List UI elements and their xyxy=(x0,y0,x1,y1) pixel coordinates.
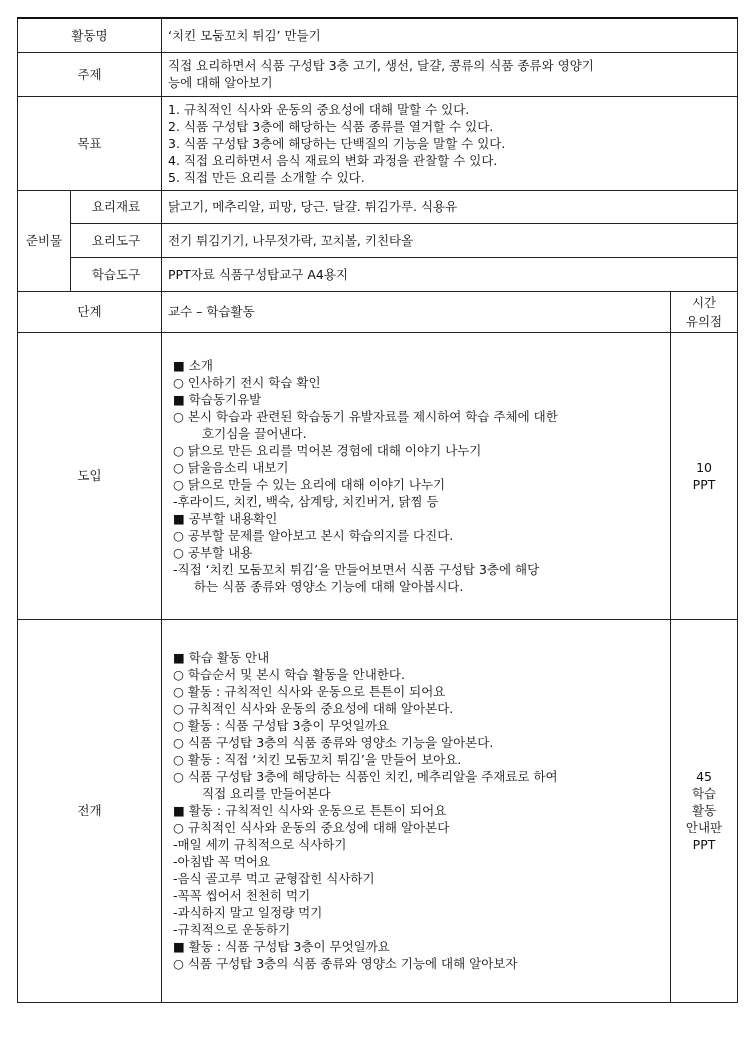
activity-line: -규칙적으로 운동하기 xyxy=(173,922,291,937)
develop-note-cell xyxy=(671,619,738,1002)
activity-line: 직접 요리를 만들어본다 xyxy=(202,786,331,801)
goal-label: 목표 xyxy=(18,96,162,190)
activity-line: -후라이드, 치킨, 백숙, 삼계탕, 치킨버거, 닭찜 등 xyxy=(173,493,439,509)
activity-line: 하는 식품 종류와 영양소 기능에 대해 알아봅시다. xyxy=(194,578,464,594)
activity-name-value: ‘치킨 모둠꼬치 튀김’ 만들기 xyxy=(162,18,738,52)
lesson-plan-table xyxy=(17,17,738,1003)
activity-line: ○ 식품 구성탑 3층의 식품 종류와 영양소 기능에 대해 알아보자 xyxy=(173,956,518,971)
activity-line: -아침밥 꼭 먹어요 xyxy=(173,854,270,869)
intro-stage-label: 도입 xyxy=(18,332,162,619)
activity-line: ○ 공부할 문제를 알아보고 본시 학습의지를 다진다. xyxy=(173,527,454,543)
activity-line: ○ 인사하기 전시 학습 확인 xyxy=(173,374,321,390)
activity-line: ■ 활동 : 식품 구성탑 3층이 무엇일까요 xyxy=(173,939,390,954)
activity-line: ○ 활동 : 식품 구성탑 3층이 무엇일까요 xyxy=(173,718,389,733)
prep-label: 준비물 xyxy=(18,190,71,291)
note-line: 안내판 xyxy=(685,820,723,835)
goal-list xyxy=(162,96,738,190)
activity-line: 호기심을 끌어낸다. xyxy=(202,425,307,441)
goal-item: 4. 직접 요리하면서 음식 재료의 변화 과정을 관찰할 수 있다. xyxy=(168,152,498,168)
activity-line: -음식 골고루 먹고 균형잡힌 식사하기 xyxy=(173,871,375,886)
intro-note-cell xyxy=(671,332,738,619)
activity-line: ○ 본시 학습과 관련된 학습동기 유발자료를 제시하여 학습 주체에 대한 xyxy=(173,408,558,424)
activity-line: ○ 닭으로 만든 요리를 먹어본 경험에 대해 이야기 나누기 xyxy=(173,442,482,458)
activity-line: ○ 규칙적인 식사와 운동의 중요성에 대해 알아본다. xyxy=(173,701,454,716)
activity-column-header: 교수 – 학습활동 xyxy=(162,291,671,332)
activity-line: ○ 닭울음소리 내보기 xyxy=(173,459,289,475)
activity-line: ○ 학습순서 및 본시 학습 활동을 안내한다. xyxy=(173,667,405,682)
activity-name-label: 활동명 xyxy=(18,18,162,52)
goal-item: 1. 규칙적인 식사와 운동의 중요성에 대해 말할 수 있다. xyxy=(168,101,470,117)
activity-line: -매일 세끼 규칙적으로 식사하기 xyxy=(173,837,347,852)
activity-line: ■ 학습동기유발 xyxy=(173,391,262,407)
note-column-header xyxy=(671,291,738,332)
prep-item-value: 닭고기, 메추리알, 피망, 당근. 달걀. 튀김가루. 식용유 xyxy=(162,190,738,223)
topic-value xyxy=(162,52,738,96)
note-line: PPT xyxy=(692,837,716,852)
activity-line: ○ 닭으로 만들 수 있는 요리에 대해 이야기 나누기 xyxy=(173,476,446,492)
note-line: 45 xyxy=(696,769,712,784)
activity-line: -직접 ‘치킨 모둠꼬치 튀김’을 만들어보면서 식품 구성탑 3층에 해당 xyxy=(173,561,540,577)
topic-line: 직접 요리하면서 식품 구성탑 3층 고기, 생선, 달걀, 콩류의 식품 종류와 영양기 xyxy=(168,58,594,73)
activity-line: ○ 활동 : 규칙적인 식사와 운동으로 튼튼이 되어요 xyxy=(173,684,446,699)
activity-line: ■ 활동 : 규칙적인 식사와 운동으로 튼튼이 되어요 xyxy=(173,803,447,818)
activity-line: ■ 학습 활동 안내 xyxy=(173,650,270,665)
activity-line: ■ 공부할 내용확인 xyxy=(173,510,278,526)
note-header-line: 유의점 xyxy=(685,313,723,329)
note-header-line: 시간 xyxy=(691,294,717,310)
prep-item-value: 전기 튀김기기, 나무젓가락, 꼬치볼, 키친타올 xyxy=(162,223,738,257)
topic-label: 주제 xyxy=(18,52,162,96)
note-line: 학습 xyxy=(691,786,717,801)
activity-line: ○ 규칙적인 식사와 운동의 중요성에 대해 알아본다 xyxy=(173,820,450,835)
activity-line: ■ 소개 xyxy=(173,357,213,373)
prep-item-label: 요리재료 xyxy=(71,190,162,223)
activity-line: ○ 공부할 내용 xyxy=(173,544,253,560)
activity-line: -과식하지 말고 일정량 먹기 xyxy=(173,905,323,920)
develop-activity-cell xyxy=(162,619,671,1002)
goal-item: 3. 식품 구성탑 3층에 해당하는 단백질의 기능을 말할 수 있다. xyxy=(168,135,506,151)
prep-item-label: 요리도구 xyxy=(71,223,162,257)
activity-line: ○ 활동 : 직접 ‘치킨 모둠꼬치 튀김’을 만들어 보아요. xyxy=(173,752,462,767)
activity-line: -꼭꼭 씹어서 천천히 먹기 xyxy=(173,888,311,903)
prep-item-value: PPT자료 식품구성탑교구 A4용지 xyxy=(162,257,738,291)
develop-stage-label: 전개 xyxy=(18,619,162,1002)
note-line: PPT xyxy=(692,476,716,492)
topic-line: 능에 대해 알아보기 xyxy=(168,75,273,90)
prep-item-label: 학습도구 xyxy=(71,257,162,291)
goal-item: 2. 식품 구성탑 3층에 해당하는 식품 종류를 열거할 수 있다. xyxy=(168,118,494,134)
goal-item: 5. 직접 만든 요리를 소개할 수 있다. xyxy=(168,169,365,185)
intro-activity-cell xyxy=(162,332,671,619)
note-line: 10 xyxy=(696,459,712,475)
activity-line: ○ 식품 구성탑 3층의 식품 종류와 영양소 기능을 알아본다. xyxy=(173,735,494,750)
activity-line: ○ 식품 구성탑 3층에 해당하는 식품인 치킨, 메추리알을 주재료로 하여 xyxy=(173,769,558,784)
note-line: 활동 xyxy=(691,803,717,818)
stage-column-header: 단계 xyxy=(18,291,162,332)
